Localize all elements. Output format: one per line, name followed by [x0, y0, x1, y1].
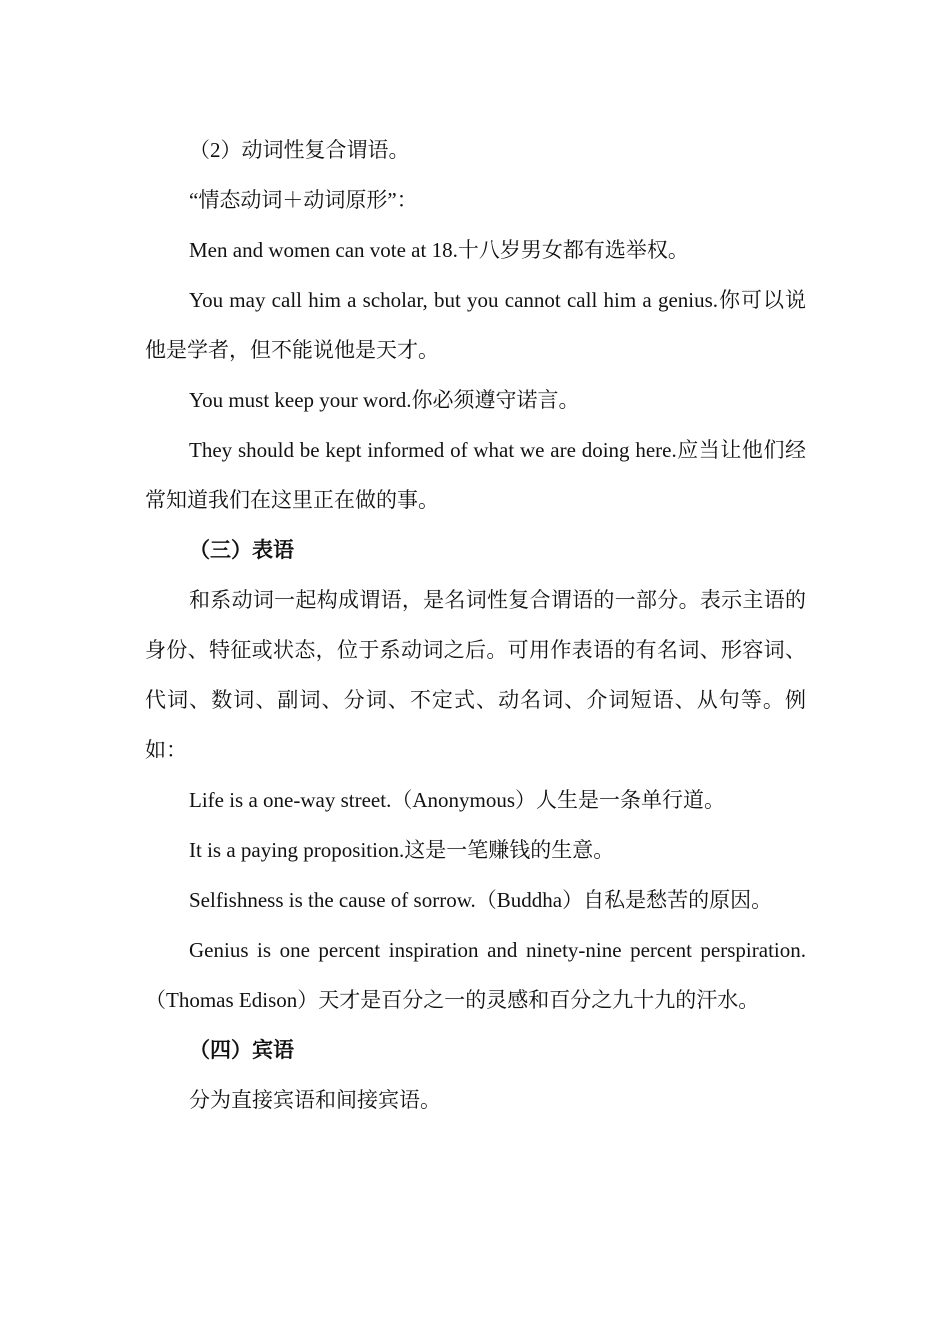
paragraph-example-scholar: You may call him a scholar, but you cannot call him a genius.你可以说他是学者，但不能说他是天才。 [145, 288, 806, 362]
paragraph-compound-predicate-heading: （2）动词性复合谓语。 [189, 138, 410, 162]
paragraph-example-vote: Men and women can vote at 18.十八岁男女都有选举权。 [189, 238, 689, 262]
section-heading-object: （四）宾语 [189, 1038, 294, 1062]
paragraph-modal-verb-rule: “情态动词＋动词原形”： [189, 188, 418, 212]
paragraph-example-paying-proposition: It is a paying proposition.这是一笔赚钱的生意。 [189, 838, 615, 862]
paragraph-predicative-definition: 和系动词一起构成谓语，是名词性复合谓语的一部分。表示主语的身份、特征或状态，位于系动词之后。可用作表语的有名词、形容词、代词、数词、副词、分词、不定式、动名词、介词短语、从句等。例如： [145, 588, 806, 762]
paragraph-example-keep-word: You must keep your word.你必须遵守诺言。 [189, 388, 580, 412]
section-heading-predicative: （三）表语 [189, 538, 294, 562]
document-page [145, 125, 806, 1125]
paragraph-example-kept-informed: They should be kept informed of what we are doing here.应当让他们经常知道我们在这里正在做的事。 [145, 438, 806, 512]
paragraph-example-genius: Genius is one percent inspiration and ninety-nine percent perspiration.（Thomas Edison）天才是百分之一的灵感和百分之九十九的汗水。 [145, 938, 806, 1012]
paragraph-example-life: Life is a one-way street.（Anonymous）人生是一条单行道。 [189, 788, 726, 812]
paragraph-object-definition: 分为直接宾语和间接宾语。 [189, 1088, 441, 1112]
paragraph-example-selfishness: Selfishness is the cause of sorrow.（Buddha）自私是愁苦的原因。 [189, 888, 773, 912]
